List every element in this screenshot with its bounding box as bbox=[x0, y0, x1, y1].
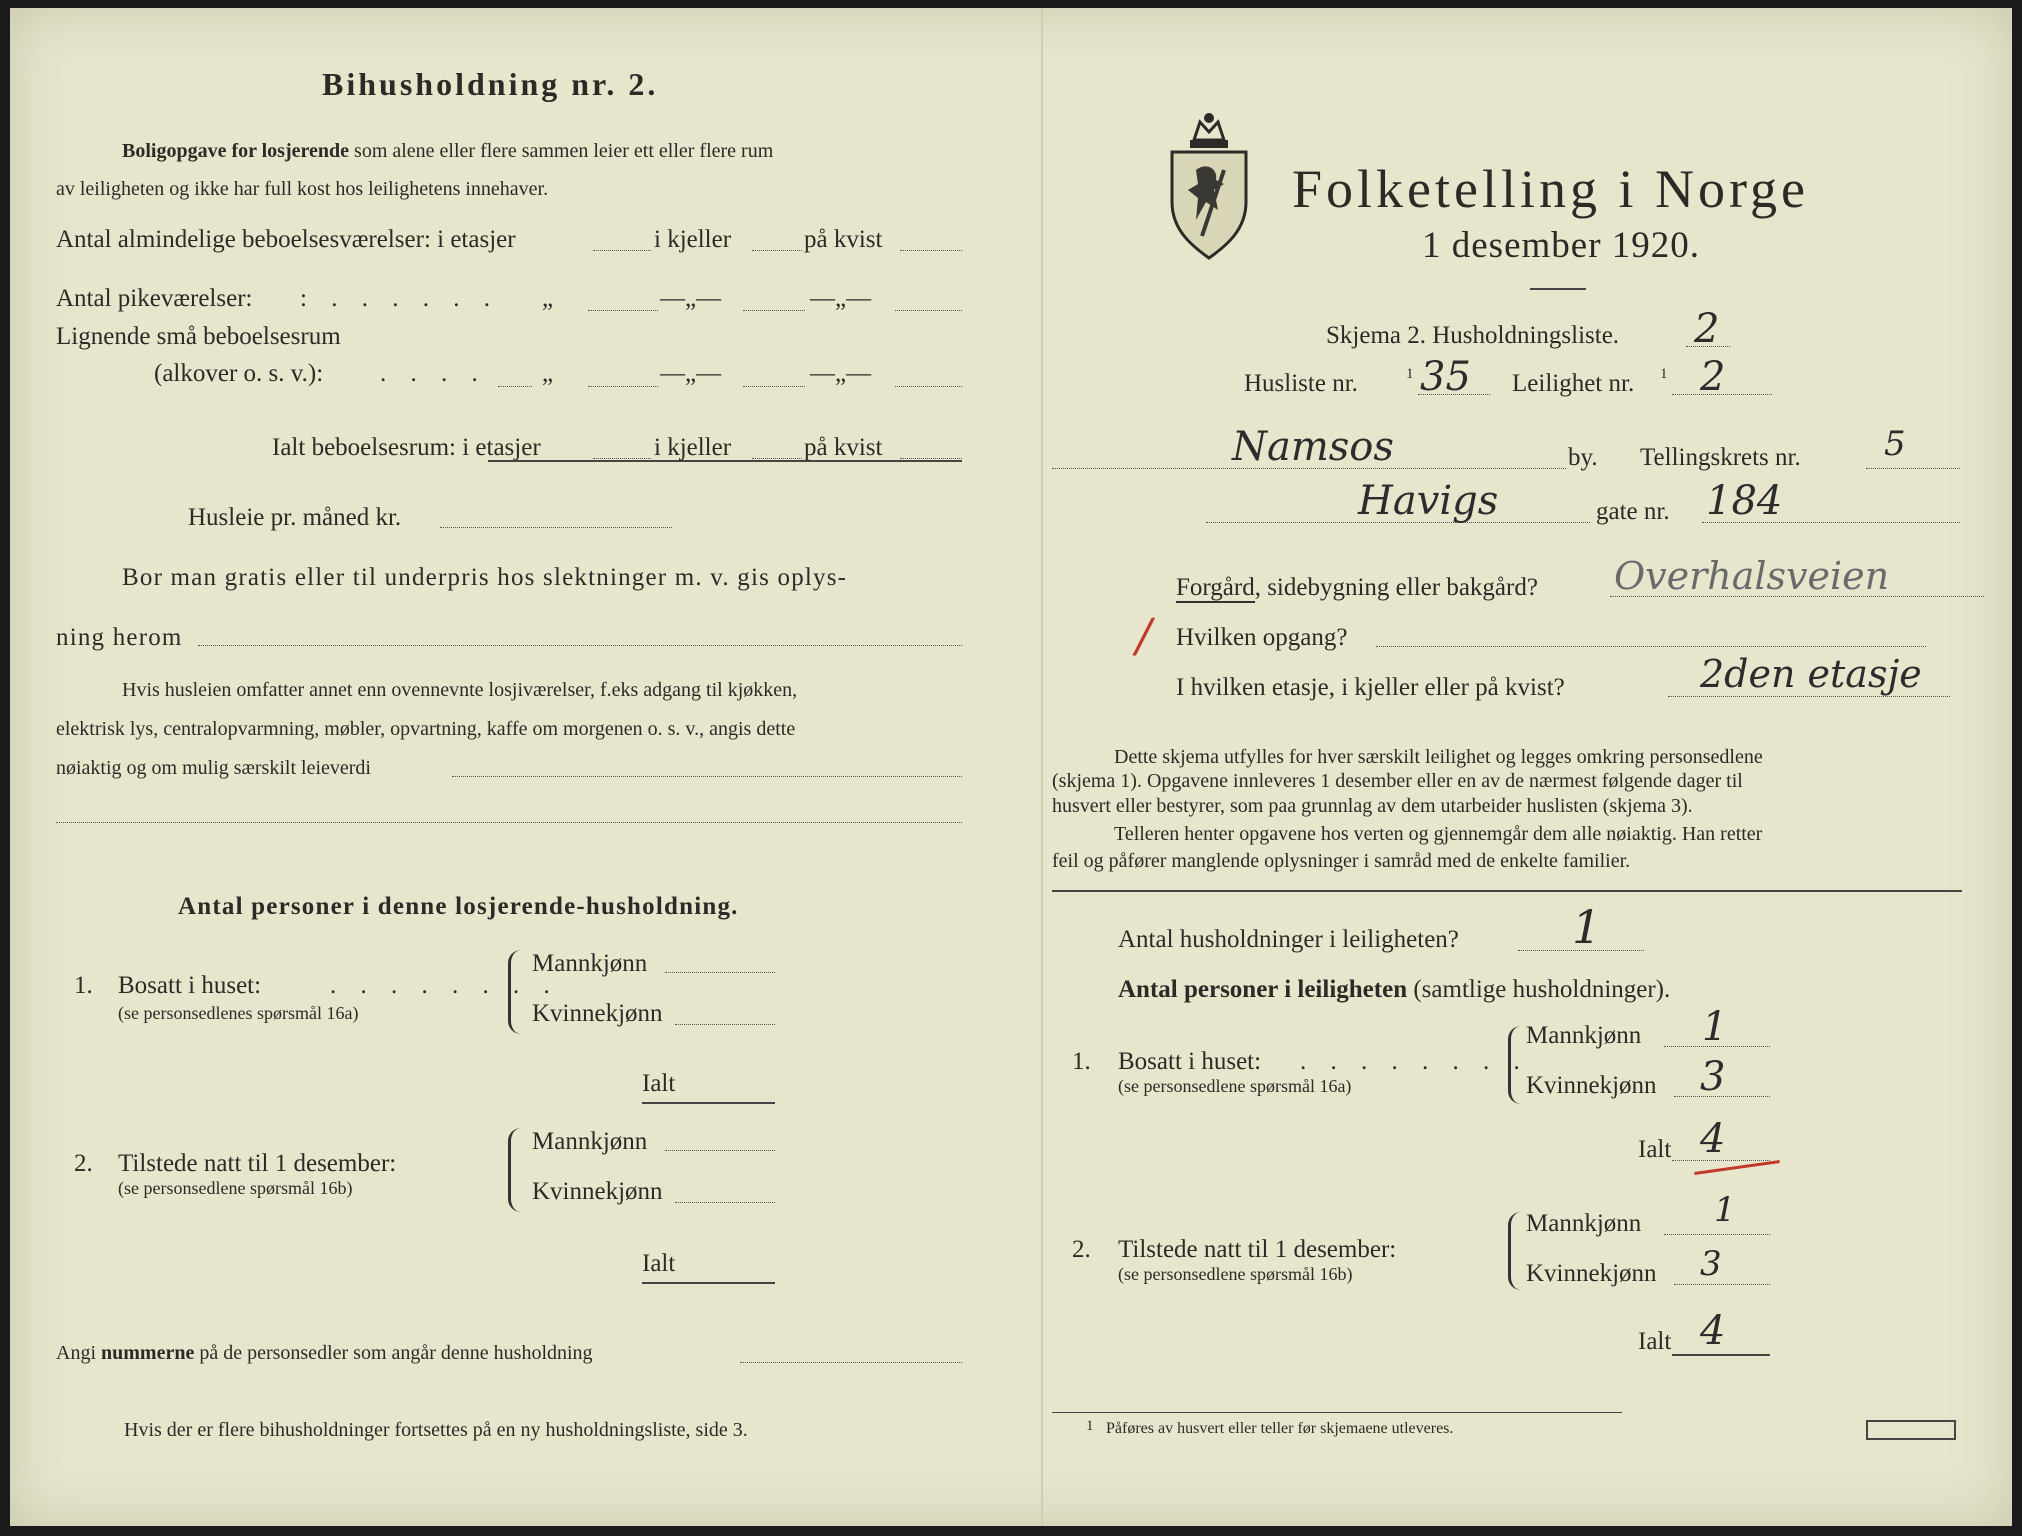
opgang-field[interactable] bbox=[1376, 646, 1926, 647]
krets-field[interactable] bbox=[1866, 468, 1960, 469]
pike-kvist-field[interactable] bbox=[895, 310, 962, 311]
hw-q1-kvinne: 3 bbox=[1700, 1054, 1726, 1100]
forgaard-rest: , sidebygning eller bakgård? bbox=[1254, 574, 1538, 601]
right-q2-ialt-field[interactable] bbox=[1672, 1354, 1770, 1356]
husliste-label: Husliste nr. bbox=[1244, 370, 1358, 397]
leilighet-footnote-mark: 1 bbox=[1660, 366, 1668, 382]
lignende-ditto-3: —„— bbox=[810, 360, 872, 387]
leieverdi-field[interactable] bbox=[452, 776, 962, 777]
left-q1-number: 1. bbox=[74, 972, 93, 999]
printer-stamp bbox=[1866, 1420, 1956, 1440]
hw-q2-mann: 1 bbox=[1714, 1190, 1736, 1230]
hw-street: Havigs bbox=[1358, 478, 1499, 524]
hw-q2-kvinne: 3 bbox=[1700, 1244, 1722, 1284]
husleie-label: Husleie pr. måned kr. bbox=[188, 504, 402, 531]
left-q2-label: Tilstede natt til 1 desember: bbox=[118, 1150, 397, 1177]
lignende-label-1: Lignende små beboelsesrum bbox=[56, 323, 341, 350]
left-persons-heading: Antal personer i denne losjerende-husholdning. bbox=[178, 893, 739, 920]
notes-divider bbox=[1052, 890, 1962, 892]
forgaard-line bbox=[1176, 574, 1538, 602]
note-line-3: husvert eller bestyrer, som paa grunnlag av dem utarbeider huslisten (skjema 3). bbox=[1052, 795, 1693, 817]
left-q2-kvinne-field[interactable] bbox=[675, 1202, 775, 1203]
note-line-5: feil og påfører manglende oplysninger i samråd med de enkelte familier. bbox=[1052, 850, 1631, 872]
left-q2-mann-label: Mannkjønn bbox=[532, 1128, 648, 1155]
hw-etasje: 2den etasje bbox=[1700, 652, 1922, 696]
right-q2-brace bbox=[1508, 1212, 1521, 1290]
lignende-etasjer-field[interactable] bbox=[588, 386, 658, 387]
angi-field[interactable] bbox=[740, 1362, 962, 1363]
opgang-label: Hvilken opgang? bbox=[1176, 624, 1348, 651]
angi-text-1: Angi bbox=[56, 1342, 101, 1364]
hw-q1-mann: 1 bbox=[1702, 1004, 1728, 1050]
by-label: by. bbox=[1568, 444, 1598, 471]
title-divider bbox=[1530, 288, 1586, 290]
form-date: 1 desember 1920. bbox=[1422, 225, 1701, 266]
hw-antal-hush: 1 bbox=[1572, 900, 1602, 954]
intro-bold: Boligopgave for losjerende bbox=[122, 140, 350, 162]
pike-etasjer-field[interactable] bbox=[588, 310, 658, 311]
antal-pers-rest: (samtlige husholdninger). bbox=[1407, 976, 1671, 1003]
angi-bold: nummerne bbox=[101, 1342, 195, 1364]
right-q1-sub: (se personsedlene spørsmål 16a) bbox=[1118, 1076, 1352, 1096]
right-q2-mann-label: Mannkjønn bbox=[1526, 1210, 1642, 1237]
rooms-label: Antal almindelige beboelsesværelser: i etasjer bbox=[56, 226, 516, 253]
right-q1-kvinne-label: Kvinnekjønn bbox=[1526, 1072, 1657, 1099]
left-q2-ialt-label: Ialt bbox=[642, 1250, 676, 1277]
left-q1-brace bbox=[508, 950, 521, 1034]
lignende-ditto-2: —„— bbox=[660, 360, 722, 387]
form-title: Folketelling i Norge bbox=[1292, 159, 1809, 219]
note-line-1: Dette skjema utfylles for hver særskilt leilighet og legges omkring personsedlene bbox=[1114, 746, 1763, 768]
intro-rest: som alene eller flere sammen leier ett eller flere rum bbox=[349, 140, 774, 162]
hvis-line-3: nøiaktig og om mulig særskilt leieverdi bbox=[56, 757, 371, 779]
angi-line bbox=[56, 1342, 593, 1365]
pike-ditto-2: —„— bbox=[660, 285, 722, 312]
lignende-kjeller-field[interactable] bbox=[743, 386, 805, 387]
pike-label: Antal pikeværelser: bbox=[56, 285, 253, 312]
right-q1-brace bbox=[1508, 1026, 1521, 1104]
ialt-kvist-label: på kvist bbox=[804, 434, 883, 461]
gate-label: gate nr. bbox=[1596, 498, 1670, 525]
lignende-lead-field bbox=[498, 386, 532, 387]
ialt-kvist-field[interactable] bbox=[900, 458, 962, 459]
leieverdi-field-2[interactable] bbox=[56, 822, 962, 823]
intro-line-1 bbox=[122, 140, 773, 163]
ialt-rooms-label: Ialt beboelsesrum: i etasjer bbox=[272, 434, 541, 461]
hw-bakgaard: Overhalsveien bbox=[1614, 554, 1890, 598]
note-line-4: Telleren henter opgavene hos verten og gjennemgår dem alle nøiaktig. Han retter bbox=[1114, 823, 1763, 845]
left-q1-label: Bosatt i huset: bbox=[118, 972, 262, 999]
bor-field[interactable] bbox=[198, 645, 962, 646]
left-q2-kvinne-label: Kvinnekjønn bbox=[532, 1178, 663, 1205]
right-q1-mann-label: Mannkjønn bbox=[1526, 1022, 1642, 1049]
right-q2-kvinne-field[interactable] bbox=[1674, 1284, 1770, 1285]
hw-leilighet-nr: 2 bbox=[1700, 354, 1726, 400]
antal-hush-label: Antal husholdninger i leiligheten? bbox=[1118, 926, 1459, 953]
hw-red-tick: / bbox=[1136, 608, 1152, 662]
right-q2-ialt-label: Ialt bbox=[1638, 1328, 1672, 1355]
angi-text-2: på de personsedler som angår denne husholdning bbox=[194, 1342, 593, 1364]
pike-leader: : . . . . . . bbox=[300, 285, 499, 312]
right-q1-label: Bosatt i huset: bbox=[1118, 1048, 1262, 1075]
right-q1-leader: . . . . . . . . bbox=[1300, 1048, 1529, 1075]
pike-ditto: „ bbox=[542, 285, 554, 312]
left-footer: Hvis der er flere bihusholdninger fortsettes på en ny husholdningsliste, side 3. bbox=[124, 1419, 748, 1441]
left-q1-kvinne-field[interactable] bbox=[675, 1024, 775, 1025]
right-q1-ialt-label: Ialt bbox=[1638, 1136, 1672, 1163]
skjema-label: Skjema 2. Husholdningsliste. bbox=[1326, 322, 1620, 349]
ialt-kjeller-field[interactable] bbox=[752, 458, 802, 459]
lignende-kvist-field[interactable] bbox=[895, 386, 962, 387]
left-q1-mann-field[interactable] bbox=[665, 972, 775, 973]
intro-line-2: av leiligheten og ikke har full kost hos leilighetens innehaver. bbox=[56, 178, 549, 200]
rooms-kjeller-label: i kjeller bbox=[654, 226, 732, 253]
right-q1-number: 1. bbox=[1072, 1048, 1091, 1075]
left-q1-sub: (se personsedlenes spørsmål 16a) bbox=[118, 1003, 359, 1023]
footnote-divider bbox=[1052, 1412, 1622, 1413]
left-q2-mann-field[interactable] bbox=[665, 1150, 775, 1151]
footnote-text: Påføres av husvert eller teller før skjemaene utleveres. bbox=[1106, 1420, 1454, 1437]
ialt-kjeller-label: i kjeller bbox=[654, 434, 732, 461]
hw-krets-nr: 5 bbox=[1884, 424, 1906, 464]
lignende-leader: . . . . bbox=[380, 360, 487, 387]
hvis-line-2: elektrisk lys, centralopvarmning, møbler, opvartning, kaffe om morgenen o. s. v., angis dette bbox=[56, 718, 796, 740]
hw-husholdningsliste-nr: 2 bbox=[1694, 306, 1720, 352]
left-q1-ialt-field[interactable] bbox=[642, 1102, 775, 1104]
left-q2-brace bbox=[508, 1128, 521, 1212]
left-title: Bihusholdning nr. 2. bbox=[322, 66, 659, 102]
note-line-2: (skjema 1). Opgavene innleveres 1 desember eller en av de nærmest følgende dager til bbox=[1052, 770, 1743, 792]
antal-pers-line bbox=[1118, 976, 1670, 1004]
left-q1-mann-label: Mannkjønn bbox=[532, 950, 648, 977]
bor-line-2: ning herom bbox=[56, 624, 183, 651]
forgaard-underlined: Forgård bbox=[1176, 574, 1255, 601]
right-q2-number: 2. bbox=[1072, 1236, 1091, 1263]
rooms-kjeller-field[interactable] bbox=[752, 250, 802, 251]
footnote-mark: 1 bbox=[1086, 1418, 1094, 1434]
etasje-label: I hvilken etasje, i kjeller eller på kvist? bbox=[1176, 674, 1565, 701]
krets-label: Tellingskrets nr. bbox=[1640, 444, 1801, 471]
right-q2-mann-field[interactable] bbox=[1664, 1234, 1770, 1235]
hw-gate-nr: 184 bbox=[1706, 478, 1783, 524]
left-q2-sub: (se personsedlene spørsmål 16b) bbox=[118, 1178, 353, 1198]
pike-ditto-3: —„— bbox=[810, 285, 872, 312]
lignende-ditto: „ bbox=[542, 360, 554, 387]
leilighet-label: Leilighet nr. bbox=[1512, 370, 1635, 397]
lignende-label-2: (alkover o. s. v.): bbox=[154, 360, 324, 387]
antal-pers-bold: Antal personer i leiligheten bbox=[1118, 976, 1408, 1003]
etasje-field[interactable] bbox=[1668, 696, 1950, 697]
ialt-etasjer-field[interactable] bbox=[593, 458, 651, 459]
left-q2-number: 2. bbox=[74, 1150, 93, 1177]
rooms-kvist-label: på kvist bbox=[804, 226, 883, 253]
husleie-field[interactable] bbox=[440, 527, 672, 528]
right-q2-kvinne-label: Kvinnekjønn bbox=[1526, 1260, 1657, 1287]
hvis-line-1: Hvis husleien omfatter annet enn ovennevnte losjiværelser, f.eks adgang til kjøkken, bbox=[122, 679, 798, 701]
left-q1-kvinne-label: Kvinnekjønn bbox=[532, 1000, 663, 1027]
left-q1-leader: . . . . . . . . bbox=[330, 972, 559, 999]
husliste-footnote-mark: 1 bbox=[1406, 366, 1414, 382]
hw-q2-ialt: 4 bbox=[1700, 1308, 1726, 1354]
page-fold bbox=[1041, 8, 1043, 1526]
left-q2-ialt-field[interactable] bbox=[642, 1282, 775, 1284]
right-q2-sub: (se personsedlene spørsmål 16b) bbox=[1118, 1264, 1353, 1284]
right-q2-label: Tilstede natt til 1 desember: bbox=[1118, 1236, 1397, 1263]
hw-city: Namsos bbox=[1232, 424, 1394, 470]
bor-line-1: Bor man gratis eller til underpris hos slektninger m. v. gis oplys- bbox=[122, 564, 848, 591]
rooms-kvist-field[interactable] bbox=[900, 250, 962, 251]
rooms-etasjer-field[interactable] bbox=[593, 250, 651, 251]
norway-coat-of-arms-icon bbox=[1166, 110, 1252, 260]
hw-q1-ialt: 4 bbox=[1700, 1116, 1726, 1162]
hw-husliste-nr: 35 bbox=[1420, 354, 1471, 400]
left-q1-ialt-label: Ialt bbox=[642, 1070, 676, 1097]
pike-kjeller-field[interactable] bbox=[743, 310, 805, 311]
